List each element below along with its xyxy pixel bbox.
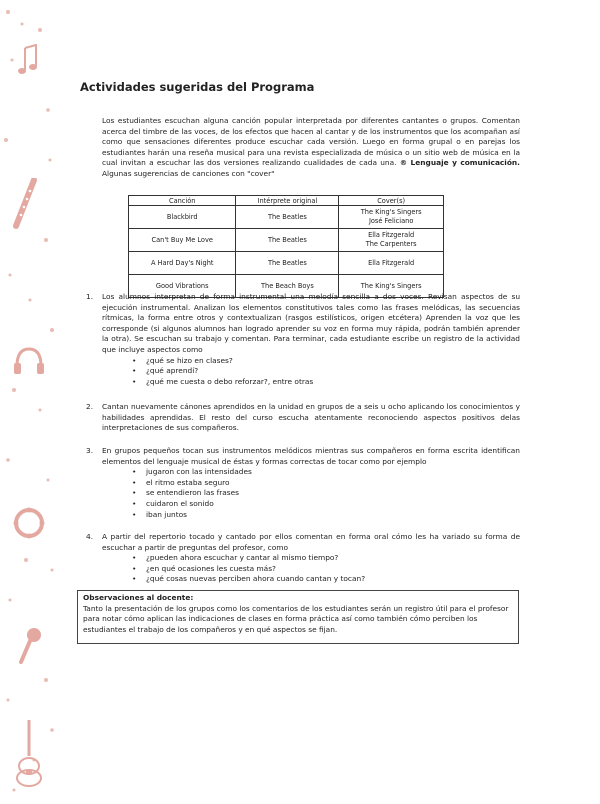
list-item: • se entendieron las frases — [132, 488, 520, 499]
song-cell: Good Vibrations — [129, 275, 236, 298]
cross-reference-link: ® Lenguaje y comunicación. — [399, 158, 520, 168]
original-artist-cell: The Beatles — [236, 206, 339, 229]
music-note-icon — [16, 44, 40, 78]
list-item: • cuidaron el sonido — [132, 499, 520, 510]
activity-bullets — [132, 356, 520, 388]
activity-number: 1. — [86, 292, 94, 301]
list-item: • ¿qué cosas nuevas perciben ahora cuando cantan y tocan? — [132, 574, 520, 585]
activity-2 — [86, 402, 520, 434]
recorder-flute-icon — [10, 178, 40, 230]
table-row — [129, 229, 444, 252]
song-cell: Can't Buy Me Love — [129, 229, 236, 252]
activity-number: 2. — [86, 402, 94, 411]
songs-table — [128, 195, 444, 298]
intro-text: Los estudiantes escuchan alguna canción popular interpretada por diferentes cantantes o grupos. Comentan acerca del timbre de las voces, de los efectos que hacen al cantar y de los instrumentos que los acompañan así como que sensaciones diferentes produce escuchar cada versión. Luego en forma grupal o en parejas los estudiantes harán una reseña musical para una revista especializada de música o un sitio web de música en la cual invitan a escuchar las dos versiones realizando cualidades de cada una. — [102, 116, 520, 168]
list-item: • ¿qué se hizo en clases? — [132, 356, 520, 367]
activity-text: Los alumnos interpretan de forma instrumental una melodía sencilla a dos voces. Revisan aspectos de su ejecución instrumental. Analizan los elementos constitutivos tales como las frases melódicas, las secuencias rítmicas, la forma entre otros y contextualizan (rasgos estilísticos, origen etcétera) Aprenden la voz que les corresponde (si algunos alumnos han logrado aprender su voz en forma muy rápida, podrán también aprender la otra). Se escuchan su trabajo y comentan. Para terminar, cada estudiante escribe un registro de la actividad que incluye aspectos como — [102, 292, 520, 354]
intro-tail: Algunas sugerencias de canciones con "cover" — [102, 168, 275, 178]
original-artist-cell: The Beatles — [236, 252, 339, 275]
activity-number: 3. — [86, 446, 94, 455]
observations-text: Tanto la presentación de los grupos como los comentarios de los estudiantes serán un registro útil para el profesor para notar cómo aplican las indicaciones de clases en forma práctica así como también cómo perciben los estudiantes el trabajo de los compañeros y en qué aspectos se fijan. — [83, 603, 509, 634]
song-cell: Blackbird — [129, 206, 236, 229]
activity-bullets — [132, 467, 520, 520]
cover-artist: Ella Fitzgerald — [368, 231, 415, 239]
list-item: • ¿qué me cuesta o debo reforzar?, entre otras — [132, 377, 520, 388]
activity-text: Cantan nuevamente cánones aprendidos en la unidad en grupos de a seis u ocho aplicando los conocimientos y habilidades aprendidas. El resto del curso escucha atentamente reconociendo aspectos positivos delas interpretaciones de sus compañeros. — [102, 402, 520, 433]
original-artist-cell: The Beach Boys — [236, 275, 339, 298]
table-row — [129, 252, 444, 275]
list-item: • ¿qué aprendí? — [132, 366, 520, 377]
intro-paragraph — [102, 116, 520, 180]
activity-bullets — [132, 553, 520, 585]
guitar-icon — [14, 718, 44, 788]
column-header: Intérprete original — [236, 196, 339, 206]
column-header: Canción — [129, 196, 236, 206]
song-cell: A Hard Day's Night — [129, 252, 236, 275]
list-item: • iban juntos — [132, 510, 520, 521]
cover-cell — [339, 206, 444, 229]
page-title: Actividades sugeridas del Programa — [80, 80, 315, 94]
list-item: • jugaron con las intensidades — [132, 467, 520, 478]
list-item: • ¿pueden ahora escuchar y cantar al mismo tiempo? — [132, 553, 520, 564]
cover-artist: Ella Fitzgerald — [368, 258, 415, 267]
table-row — [129, 206, 444, 229]
microphone-icon — [16, 626, 44, 666]
cover-artist: José Feliciano — [368, 217, 414, 225]
list-item: • el ritmo estaba seguro — [132, 478, 520, 489]
table-header-row — [129, 196, 444, 206]
margin-decorations — [0, 0, 62, 800]
tambourine-icon — [12, 506, 46, 540]
activity-1 — [86, 292, 520, 387]
headphones-icon — [12, 346, 46, 376]
cover-cell — [339, 229, 444, 252]
decorative-margin — [0, 0, 62, 800]
cover-artist: The Carpenters — [365, 240, 417, 248]
column-header: Cover(s) — [339, 196, 444, 206]
activity-3 — [86, 446, 520, 520]
activity-text: A partir del repertorio tocado y cantado por ellos comentan en forma oral cómo les ha variado su forma de escuchar a partir de preguntas del profesor, como — [102, 532, 520, 552]
observations-title: Observaciones al docente: — [83, 593, 194, 602]
original-artist-cell: The Beatles — [236, 229, 339, 252]
activity-4 — [86, 532, 520, 585]
activity-text: En grupos pequeños tocan sus instrumentos melódicos mientras sus compañeros en forma escrita identifican elementos del lenguaje musical de éstas y formas correctas de tocar como por ejemplo — [102, 446, 520, 466]
cover-artist: The King's Singers — [360, 281, 422, 290]
list-item: • ¿en qué ocasiones les cuesta más? — [132, 564, 520, 575]
cover-artist: The King's Singers — [360, 208, 422, 216]
teacher-observations-box — [77, 590, 519, 644]
cover-cell — [339, 252, 444, 275]
activity-number: 4. — [86, 532, 94, 541]
